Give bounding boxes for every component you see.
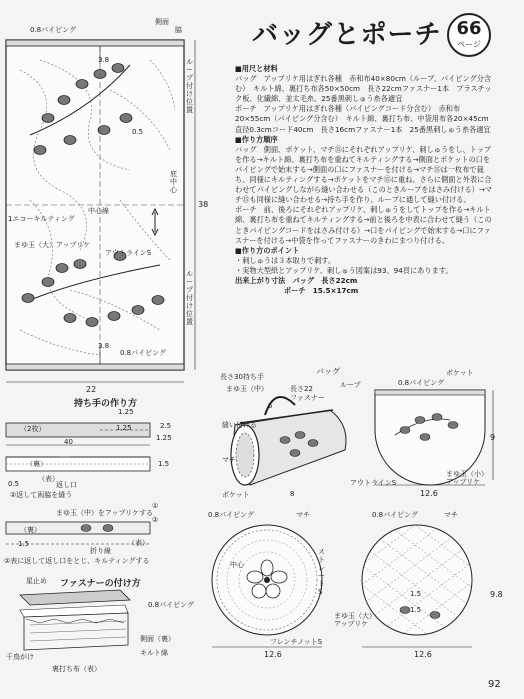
gusset-left-dim: 12.6	[264, 650, 282, 659]
bead-large-label: まゆ玉（大）アップリケ	[14, 241, 91, 249]
handle-1-25c: 1.25	[156, 434, 172, 442]
gusset-right-1-5b: 1.5	[410, 606, 422, 614]
bag-loop: ループ	[340, 381, 361, 389]
bottom-center-label: 底中心	[170, 170, 177, 194]
badge-sub: ページ	[457, 40, 481, 49]
bag-gusset: マチ	[222, 456, 236, 464]
bag-title: バッグ	[316, 367, 340, 376]
page-number: 92	[488, 679, 501, 690]
bag-bead-mid: まゆ玉（中）	[226, 385, 268, 393]
handle-0-5: 0.5	[8, 480, 20, 488]
loop-step-1: ①	[152, 502, 159, 510]
zipper-lining: 裏打ち布（表）	[52, 665, 101, 673]
echo-quilting-label: 1エコーキルティング	[8, 215, 75, 223]
handle-40: 40	[64, 438, 73, 446]
gusset-right-bead: まゆ玉（大）アップリケ	[334, 612, 373, 628]
pocket-piping: 0.8パイピング	[398, 379, 444, 387]
finished-size	[235, 276, 495, 286]
gusset-right-gusset: マチ	[444, 511, 458, 519]
loop-bead-label: まゆ玉（中）をアップリケする	[56, 509, 154, 517]
bag-materials: バッグ アップリケ用はぎれ各種 赤和布40×80cm（ループ、パイピング分含む） キルト綿、裏打ち布各50×50cm 長さ22cmファスナー1本 プラスチック板、化繊綿、並太毛糸、25番黒刺しゅう糸各適宜	[235, 74, 492, 104]
bottom-piping-band	[6, 364, 184, 370]
page-badge	[447, 13, 491, 57]
handle-front: （表）	[38, 475, 59, 483]
handle-2-5: 2.5	[160, 422, 172, 430]
point-1: ・刺しゅうは３本取りで刺す。	[235, 255, 336, 265]
handle-1-5: 1.5	[158, 460, 170, 468]
gusset-left-center: 中心	[230, 561, 244, 569]
loop-front: （表）	[128, 539, 149, 547]
loop-note: ②表に返して返し口をとじ、キルティングする	[4, 557, 150, 565]
dim-3-8-bottom: 3.8	[98, 342, 110, 350]
zipper-piping: 0.8パイピング	[148, 601, 194, 609]
center-line-label: 中心線	[88, 207, 109, 215]
pocket-outline: アウトラインS	[350, 479, 397, 487]
handle-2-pieces: （2枚）	[20, 425, 46, 433]
gusset-right-1-5a: 1.5	[410, 590, 422, 598]
dim-38: 38	[198, 200, 209, 209]
gusset-left-french: フレンチノットS	[270, 638, 323, 646]
handle-section-title: 持ち手の作り方	[74, 399, 138, 409]
gusset-left-diagram	[205, 515, 335, 650]
zipper-section-title: ファスナーの付け方	[60, 579, 141, 589]
dim-3-8-top: 3.8	[98, 56, 110, 64]
steps-heading: ■作り方順序	[235, 134, 278, 144]
fold-label: 脇	[175, 26, 182, 34]
piping-bottom-label: 0.8パイピング	[120, 349, 166, 357]
instructions-text	[235, 64, 495, 296]
handle-sew-note: ②返して両脇を縫う	[10, 491, 73, 499]
loop-back: （裏）	[20, 526, 41, 534]
pocket-bead-small: まゆ玉（小）アップリケ	[446, 470, 485, 486]
page-title: バッグとポーチ	[252, 20, 442, 50]
materials-heading: ■用尺と材料	[235, 64, 278, 73]
gusset-left-straight: ストレートS	[318, 548, 325, 596]
piping-top-label: 0.8パイピング	[30, 26, 76, 34]
top-piping-band	[6, 40, 184, 46]
handle-back: （裏）	[26, 460, 47, 468]
finished-size-label: 出来上がり寸法	[235, 275, 286, 285]
zipper-blindstitch: 千鳥がけ	[6, 653, 34, 661]
point-2: ・実物大型紙とアップリケ、刺しゅう図案は93、94頁にあります。	[235, 265, 453, 275]
bag-dim-5: 5	[268, 402, 273, 410]
zipper-star-stitch: 星止め	[26, 577, 47, 585]
handle-1-25a: 1.25	[118, 408, 134, 416]
gusset-left-gusset: マチ	[296, 511, 310, 519]
zipper-batting: キルト綿	[140, 649, 168, 657]
bag-zipper: ファスナー	[290, 394, 325, 402]
loop-fold-line: 折り線	[90, 547, 111, 555]
handle-1-25b: 1.25	[116, 424, 132, 432]
pocket-dim-9: 9	[490, 433, 496, 442]
bag-dim-8: 8	[290, 490, 295, 498]
gusset-right-piping: 0.8パイピング	[372, 511, 418, 519]
finished-pouch: ポーチ 15.5×17cm	[284, 286, 359, 296]
outline-s-label: アウトラインS	[105, 249, 152, 257]
bag-handle: 長さ30持ち手	[220, 373, 264, 381]
bag-sew-on: 縫い付ける	[222, 421, 257, 429]
gusset-left-piping: 0.8パイピング	[208, 511, 254, 519]
side-label: 側面	[155, 18, 169, 26]
pocket-label: ポケット	[446, 369, 474, 377]
badge-number: 66	[456, 18, 482, 39]
pocket-dim-12-6: 12.6	[420, 489, 438, 498]
loop-top-label: ループ付け位置	[186, 58, 193, 114]
gusset-right-dim-9-8: 9.8	[490, 590, 503, 599]
gusset-right-dim-12-6: 12.6	[414, 650, 432, 659]
loop-step-2: ②	[152, 516, 159, 524]
handle-diagram	[0, 405, 200, 500]
bag-steps: バッグ 側面、ポケット、マチ⑮にそれぞれアップリケ、刺しゅうをし、トップを作る→キルト綿、裏打ち布を重ねてキルティングする→側面とポケットの口をパイピングで始末する→側面の口にファスナーを付ける→マチ⑮は一枚布で裁ち、同様にキルティングする→ポケットをマチ⑮に重ね、さらに側面と外表に合わせてパイピングしながら縫い合わせる（このときループをはさみ付ける）→マチ⑮も同様に縫い合わせる→持ち手を作り、ループに通して縫い付ける。	[235, 144, 493, 205]
dim-22: 22	[86, 385, 97, 394]
finished-bag: バッグ 長さ22cm	[292, 275, 358, 285]
zipper-side-back: 側面（裏）	[140, 635, 175, 643]
pouch-materials: ポーチ アップリケ用はぎれ各種（パイピングコード分含む） 赤和布20×55cm（パイピング分含む） キルト綿、裏打ち布、中袋用布各20×45cm 直径0.3cmコード40cm 長さ16cmファスナー1本 25番黒刺しゅう糸各適宜	[235, 104, 496, 134]
gusset-right-diagram	[355, 515, 485, 650]
points-heading: ■作り方のポイント	[235, 245, 300, 255]
bag-pocket: ポケット	[222, 491, 250, 499]
loop-bottom-label: ループ付け位置	[186, 270, 193, 326]
loop-dim: 1.5	[18, 540, 30, 548]
dim-0-5: 0.5	[132, 128, 144, 136]
bag-length-22: 長さ22	[290, 385, 313, 393]
handle-opening: 返し口	[56, 481, 77, 489]
pouch-steps: ポーチ 前、後ろにそれぞれアップリケ、刺しゅうをしてトップを作る→キルト綿、裏打ち布を重ねてキルティングする→前と後ろを中表に合わせて縫う（このときパイピングコードをはさみ付ける）→口をパイピングで始末する→口にファスナーを付ける→中袋を作ってファスナーのきわにまつり付ける。	[235, 205, 492, 245]
